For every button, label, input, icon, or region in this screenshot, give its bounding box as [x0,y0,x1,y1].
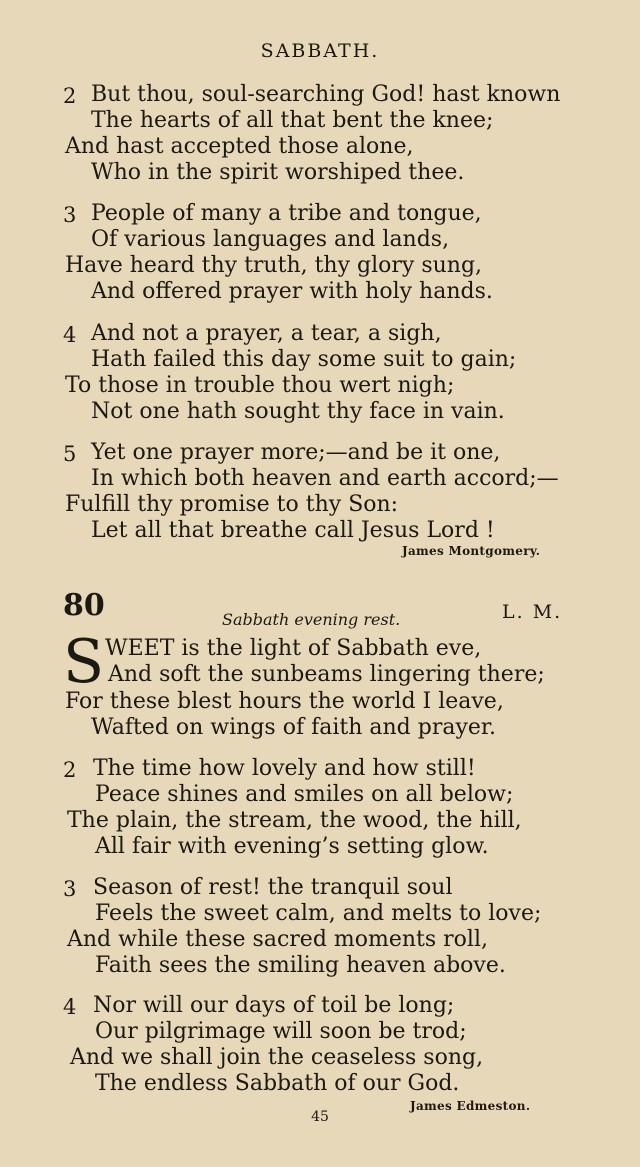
verse-line: Season of rest! the tranquil soul [93,875,453,900]
verse-line: Peace shines and smiles on all below; [95,782,514,807]
verse-line: People of many a tribe and tongue, [91,201,482,226]
verse-line: And offered prayer with holy hands. [91,279,493,304]
verse-line: Let all that breathe call Jesus Lord ! [91,518,495,543]
verse-line: And hast accepted those alone, [65,134,414,159]
verse-line: Wafted on wings of faith and prayer. [91,715,497,740]
stanza-number: 3 [63,877,77,901]
drop-cap: S [63,627,105,697]
verse-line: And while these sacred moments roll, [67,927,488,952]
stanza-number: 5 [63,442,77,466]
verse-line: And we shall join the ceaseless song, [70,1045,484,1070]
page-header: SABBATH. [260,40,380,62]
verse-line: Faith sees the smiling heaven above. [95,953,506,978]
verse-line: And not a prayer, a tear, a sigh, [91,321,442,346]
stanza-number: 4 [63,323,77,347]
verse-line: And soft the sunbeams lingering there; [108,662,545,687]
verse-line: The endless Sabbath of our God. [95,1071,460,1096]
author-attribution: James Montgomery. [402,544,541,558]
hymn-subtitle: Sabbath evening rest. [222,610,401,629]
verse-line: Our pilgrimage will soon be trod; [95,1019,467,1044]
verse-line: Yet one prayer more;—and be it one, [91,440,501,465]
stanza-number: 3 [63,203,77,227]
stanza-number: 4 [63,995,77,1019]
verse-line: Hath failed this day some suit to gain; [91,347,517,372]
verse-line: WEET is the light of Sabbath eve, [105,636,482,661]
page-number: 45 [311,1109,329,1125]
verse-line: Have heard thy truth, thy glory sung, [65,253,483,278]
hymn-number: 80 [63,588,105,623]
verse-line: Of various languages and lands, [91,227,450,252]
verse-line: Fulfill thy promise to thy Son: [65,492,399,517]
author-attribution: James Edmeston. [410,1099,531,1113]
verse-line: For these blest hours the world I leave, [65,689,504,714]
verse-line: Not one hath sought thy face in vain. [91,399,505,424]
verse-line: The hearts of all that bent the knee; [91,108,494,133]
verse-line: In which both heaven and earth accord;— [91,466,559,491]
verse-line: Who in the spirit worshiped thee. [91,160,465,185]
verse-line: But thou, soul-searching God! hast known [91,82,561,107]
verse-line: The time how lovely and how still! [93,756,476,781]
verse-line: To those in trouble thou wert nigh; [65,373,455,398]
verse-line: All fair with evening’s setting glow. [95,834,489,859]
hymn-meter: L. M. [502,601,563,623]
verse-line: The plain, the stream, the wood, the hill, [67,808,522,833]
verse-line: Nor will our days of toil be long; [93,993,455,1018]
stanza-number: 2 [63,84,77,108]
stanza-number: 2 [63,758,77,782]
verse-line: Feels the sweet calm, and melts to love; [95,901,542,926]
